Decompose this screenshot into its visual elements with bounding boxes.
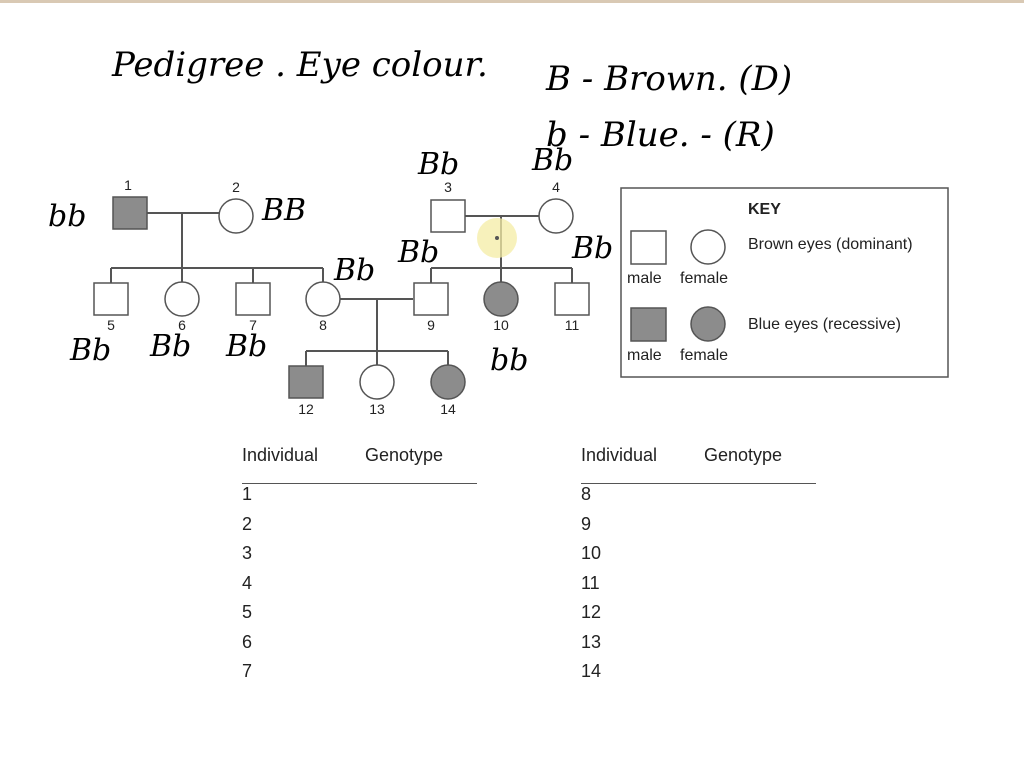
key-female-affected-symbol (691, 307, 725, 341)
handwritten-genotype: Bb (418, 147, 460, 182)
individual-1 (48, 177, 147, 234)
table-header-rule (581, 483, 816, 484)
male-symbol (431, 200, 465, 232)
table-row-individual: 11 (581, 572, 600, 593)
individual-number: 3 (444, 179, 452, 195)
key-brown-label: Brown eyes (dominant) (748, 236, 913, 253)
individual-12 (289, 366, 323, 417)
handwritten-genotype: Bb (70, 333, 112, 368)
handwritten-genotype: Bb (572, 231, 614, 266)
pedigree-nodes (48, 143, 613, 417)
handwritten-genotype: BB (262, 193, 307, 228)
male-symbol (236, 283, 270, 315)
female-symbol (484, 282, 518, 316)
table-row-individual: 14 (581, 661, 602, 681)
table-row-individual: 4 (242, 572, 253, 593)
key-male-label-2: male (627, 347, 662, 364)
table-row-individual: 6 (242, 631, 253, 652)
individual-8 (306, 253, 375, 333)
individual-number: 9 (427, 317, 435, 333)
key-male-label: male (627, 270, 662, 287)
female-symbol (360, 365, 394, 399)
key-box (621, 188, 948, 377)
table-row-individual: 12 (581, 602, 602, 622)
column-header-genotype: Genotype (704, 445, 783, 465)
individual-number: 4 (552, 179, 560, 195)
individual-number: 12 (298, 401, 314, 417)
individual-number: 8 (319, 317, 327, 333)
table-row-individual: 7 (242, 661, 253, 681)
table-row-individual: 8 (581, 484, 592, 504)
key-female-unaffected-symbol (691, 230, 725, 264)
individual-number: 5 (107, 317, 115, 333)
individual-number: 6 (178, 317, 186, 333)
individual-5 (69, 283, 128, 368)
pointer-dot (495, 236, 499, 240)
handwritten-genotype: Bb (398, 235, 440, 270)
column-header-individual: Individual (581, 445, 658, 465)
genotype-table-right (581, 445, 816, 685)
female-symbol (219, 199, 253, 233)
female-symbol (539, 199, 573, 233)
table-row-individual: 1 (242, 484, 253, 504)
handwritten-recessive-legend: b - Blue. - (R) (546, 115, 775, 155)
individual-3 (417, 147, 465, 232)
individual-14 (431, 365, 465, 417)
male-symbol (289, 366, 323, 398)
handwritten-title: Pedigree . Eye colour. (112, 45, 488, 85)
individual-9 (397, 235, 448, 333)
individual-10 (484, 282, 528, 378)
column-header-genotype: Genotype (365, 445, 444, 465)
key-blue-label: Blue eyes (recessive) (748, 316, 901, 333)
handwritten-genotype: Bb (226, 329, 268, 364)
table-row-individual: 10 (581, 543, 602, 563)
individual-number: 10 (493, 317, 509, 333)
table-row-individual: 9 (581, 513, 592, 534)
individual-11 (555, 231, 613, 333)
key-male-affected-symbol (631, 308, 666, 341)
handwritten-dominant-legend: B - Brown. (D) (546, 59, 793, 99)
individual-number: 11 (564, 317, 580, 333)
handwritten-genotype: Bb (334, 253, 376, 288)
table-row-individual: 13 (581, 631, 602, 652)
handwritten-genotype: bb (48, 199, 87, 234)
key-female-label-2: female (680, 347, 729, 364)
individual-4 (531, 143, 573, 233)
male-symbol (555, 283, 589, 315)
female-symbol (165, 282, 199, 316)
individual-number: 2 (232, 179, 240, 195)
female-symbol (431, 365, 465, 399)
male-symbol (94, 283, 128, 315)
column-header-individual: Individual (242, 445, 319, 465)
table-row-individual: 2 (242, 513, 253, 534)
individual-number: 1 (124, 177, 132, 193)
table-row-individual: 5 (242, 602, 253, 622)
table-row-individual: 3 (242, 543, 253, 563)
individual-number: 13 (369, 401, 385, 417)
genotype-table-left (242, 445, 477, 685)
table-header-rule (242, 483, 477, 484)
individual-7 (225, 283, 270, 364)
key-male-unaffected-symbol (631, 231, 666, 264)
key-title: KEY (748, 201, 781, 218)
male-symbol (113, 197, 147, 229)
handwritten-genotype: Bb (532, 143, 574, 178)
individual-13 (360, 365, 394, 417)
handwritten-genotype: bb (490, 343, 529, 378)
individual-2 (219, 179, 306, 233)
individual-number: 7 (249, 317, 257, 333)
male-symbol (414, 283, 448, 315)
individual-number: 14 (440, 401, 456, 417)
key-female-label: female (680, 270, 729, 287)
individual-6 (149, 282, 199, 364)
handwritten-genotype: Bb (150, 329, 192, 364)
